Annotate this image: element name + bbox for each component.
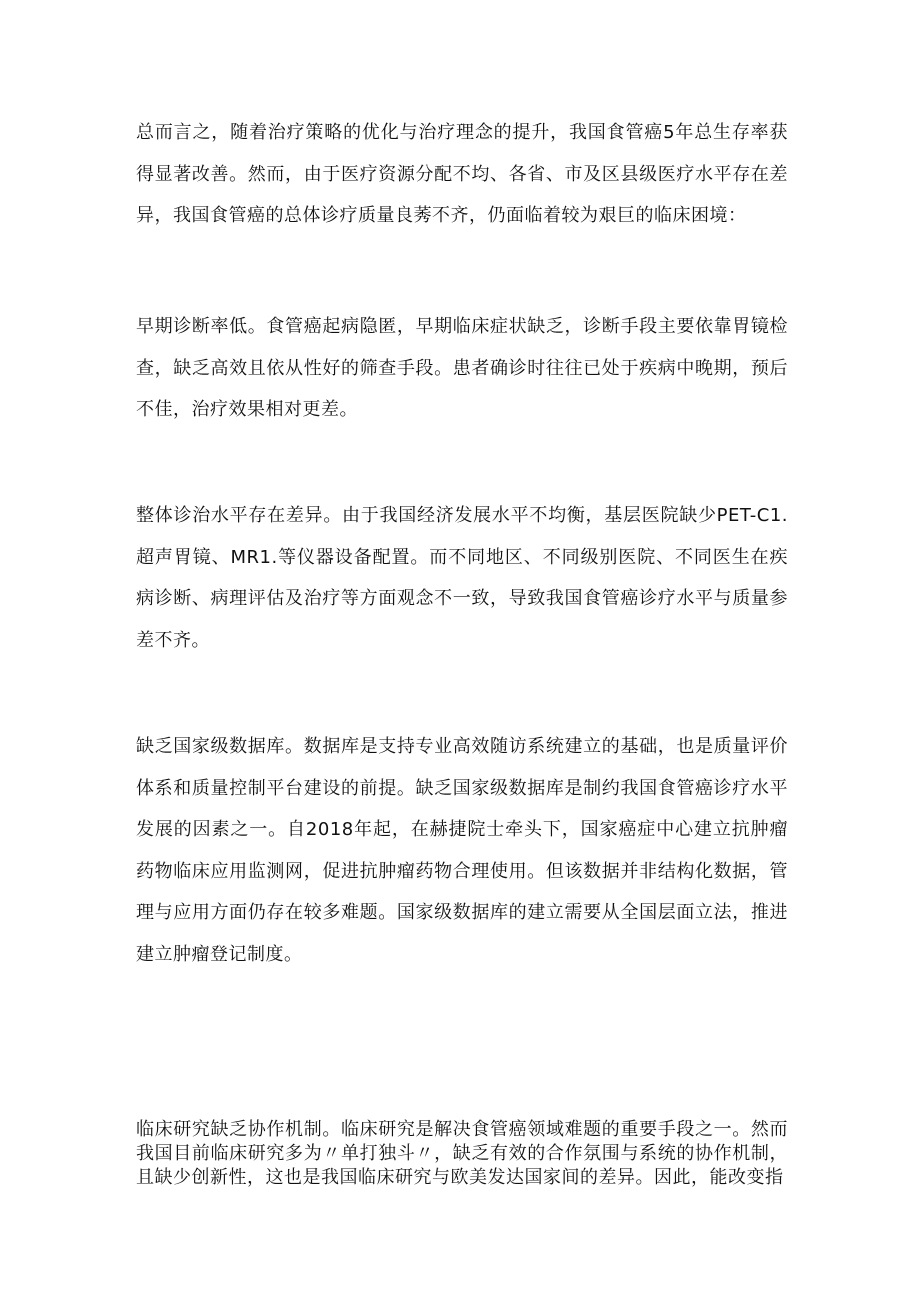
paragraph-clinical-research: 临床研究缺乏协作机制。临床研究是解决食管癌领域难题的重要手段之一。然而我国目前临床研究多为〃单打独斗〃，缺乏有效的合作氛围与系统的协作机制，且缺少创新性，这也是我国临床研究与欧美发达国家间的差异。因此，能改变指 (136, 1119, 788, 1188)
paragraph-summary: 总而言之，随着治疗策略的优化与治疗理念的提升，我国食管癌5年总生存率获得显著改善。然而，由于医疗资源分配不均、各省、市及区县级医疗水平存在差异，我国食管癌的总体诊疗质量良莠不齐，仍面临着较为艰巨的临床困境： (136, 122, 788, 226)
paragraph-national-database: 缺乏国家级数据库。数据库是支持专业高效随访系统建立的基础，也是质量评价体系和质量控制平台建设的前提。缺乏国家级数据库是制约我国食管癌诊疗水平发展的因素之一。自2018年起，在赫捷院士牵头下，国家癌症中心建立抗肿瘤药物临床应用监测网，促进抗肿瘤药物合理使用。但该数据并非结构化数据，管理与应用方面仍存在较多难题。国家级数据库的建立需要从全国层面立法，推进建立肿瘤登记制度。 (136, 736, 788, 965)
paragraph-treatment-level: 整体诊治水平存在差异。由于我国经济发展水平不均衡，基层医院缺少PET-C1.超声胃镜、MR1.等仪器设备配置。而不同地区、不同级别医院、不同医生在疾病诊断、病理评估及治疗等方面观念不一致，导致我国食管癌诊疗水平与质量参差不齐。 (136, 505, 788, 651)
paragraph-early-diagnosis: 早期诊断率低。食管癌起病隐匿，早期临床症状缺乏，诊断手段主要依靠胃镜检查，缺乏高效且依从性好的筛查手段。患者确诊时往往已处于疾病中晚期，预后不佳，治疗效果相对更差。 (136, 316, 788, 420)
